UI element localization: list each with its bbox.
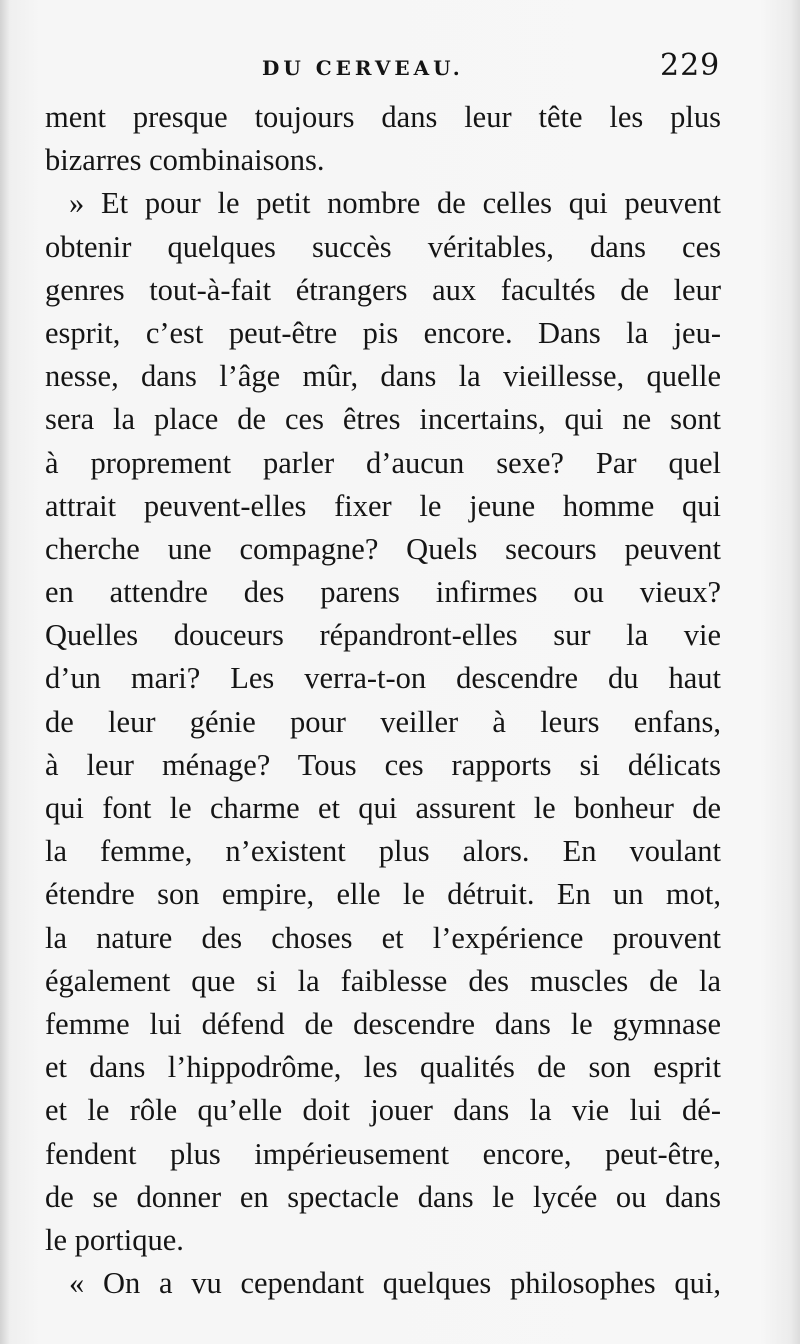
text-line: à leur ménage? Tous ces rapports si délicats xyxy=(45,747,721,782)
text-line: de se donner en spectacle dans le lycée ou dans xyxy=(45,1179,721,1214)
text-line: obtenir quelques succès véritables, dans ces xyxy=(45,229,721,264)
text-line: femme lui défend de descendre dans le gymnase xyxy=(45,1006,721,1041)
text-line: esprit, c’est peut-être pis encore. Dans la jeu- xyxy=(45,315,721,350)
text-line: ment presque toujours dans leur tête les plus xyxy=(45,100,721,134)
text-line: étendre son empire, elle le détruit. En un mot, xyxy=(45,877,721,912)
text-line: à proprement parler d’aucun sexe? Par quel xyxy=(45,445,721,480)
text-line: et dans l’hippodrôme, les qualités de son esprit xyxy=(45,1050,721,1085)
body-text xyxy=(45,96,721,1305)
page-number: 229 xyxy=(660,48,721,83)
text-line: le portique. xyxy=(45,1222,184,1257)
text-line: fendent plus impérieusement encore, peut-être, xyxy=(45,1136,721,1171)
text-line: « On a vu cependant quelques philosophes qui, xyxy=(69,1266,721,1301)
text-line: de leur génie pour veiller à leurs enfans, xyxy=(45,704,721,739)
text-line: sera la place de ces êtres incertains, qui ne sont xyxy=(45,402,721,437)
text-line: genres tout-à-fait étrangers aux facultés de leur xyxy=(45,272,721,307)
text-line: et le rôle qu’elle doit jouer dans la vie lui dé- xyxy=(45,1093,721,1128)
text-line: Quelles douceurs répandront-elles sur la vie xyxy=(45,618,721,653)
running-head: DU CERVEAU. xyxy=(262,56,464,80)
text-line: la femme, n’existent plus alors. En voulant xyxy=(45,834,721,869)
page-header xyxy=(0,48,800,88)
text-line: qui font le charme et qui assurent le bonheur de xyxy=(45,791,721,825)
text-line: bizarres combinaisons. xyxy=(45,143,325,178)
text-line: en attendre des parens infirmes ou vieux? xyxy=(45,575,721,610)
text-line: la nature des choses et l’expérience prouvent xyxy=(45,920,721,955)
text-line: cherche une compagne? Quels secours peuvent xyxy=(45,531,721,566)
text-line: d’un mari? Les verra-t-on descendre du haut xyxy=(45,661,721,696)
text-line: » Et pour le petit nombre de celles qui peuvent xyxy=(69,186,721,221)
text-line: attrait peuvent-elles fixer le jeune homme qui xyxy=(45,488,721,523)
text-line: également que si la faiblesse des muscles de la xyxy=(45,963,721,998)
text-line: nesse, dans l’âge mûr, dans la vieillesse, quelle xyxy=(45,359,721,394)
